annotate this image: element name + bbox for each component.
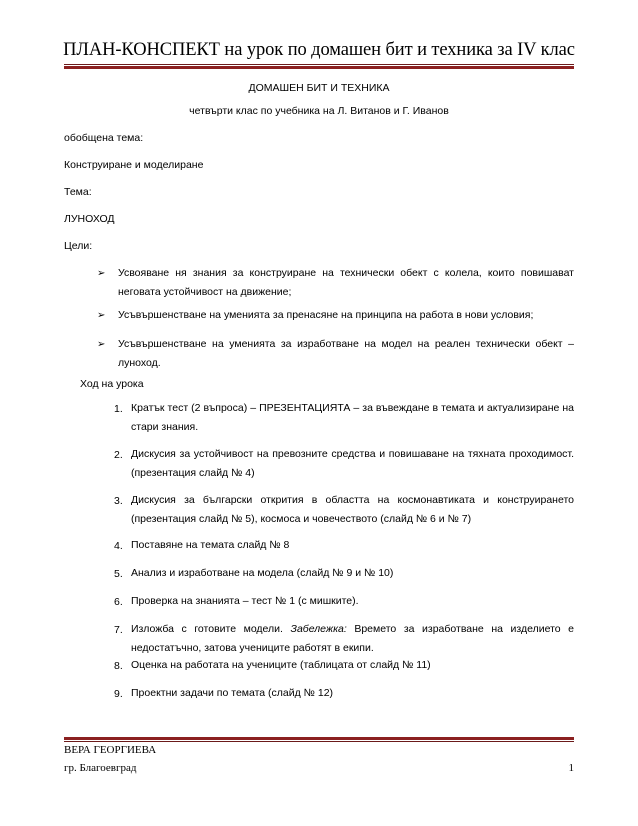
note-label: Забележка: [290, 623, 347, 635]
step-number: 7. [114, 624, 123, 636]
header-rule-thick [64, 66, 574, 69]
step-text-after: Времето за изработване на изделието е недостатъчно, затова учениците работят в екипи. [131, 623, 574, 654]
step-text: Дискусия за български открития в областта на космонавтиката и конструирането (презентация слайд № 5), космоса и човечеството (слайд № 6 и № 7) [131, 494, 574, 525]
goal-item: Усъвършенстване на уменията за изработване на модел на реален технически обект – луноход. [118, 338, 574, 369]
step-text: Поставяне на темата слайд № 8 [131, 539, 290, 551]
goal-item: Усвояване ня знания за конструиране на технически обект с колела, които повишават неговата устойчивост на движение; [118, 267, 574, 298]
page-number: 1 [568, 762, 574, 774]
general-topic-label: обобщена тема: [64, 132, 144, 144]
footer-author: ВЕРА ГЕОРГИЕВА [64, 744, 157, 756]
general-topic: Конструиране и моделиране [64, 159, 204, 171]
topic-label: Тема: [64, 186, 92, 198]
footer-rule-thick [64, 737, 574, 740]
step-text: Проектни задачи по темата (слайд № 12) [131, 687, 334, 699]
lesson-label: Ход на урока [80, 378, 144, 390]
header-title: ПЛАН-КОНСПЕКТ на урок по домашен бит и техника за IV клас [63, 40, 575, 60]
arrow-bullet-icon: ➢ [97, 310, 106, 321]
step-text-before: Изложба с готовите модели. [131, 623, 291, 635]
subject-heading: ДОМАШЕН БИТ И ТЕХНИКА [248, 82, 390, 94]
footer-city: гр. Благоевград [64, 762, 137, 774]
step-text: Проверка на знанията – тест № 1 (с мишките). [131, 595, 359, 607]
step-text: Кратък тест (2 въпроса) – ПРЕЗЕНТАЦИЯТА – за въвеждане в темата и актуализиране на стари знания. [131, 402, 574, 433]
step-number: 4. [114, 540, 123, 552]
step-number: 6. [114, 596, 123, 608]
topic: ЛУНОХОД [64, 213, 115, 225]
textbook-line: четвърти клас по учебника на Л. Витанов и Г. Иванов [189, 105, 449, 117]
step-number: 3. [114, 495, 123, 507]
step-number: 5. [114, 568, 123, 580]
header-rule-thin [64, 64, 574, 65]
step-number: 1. [114, 403, 123, 415]
arrow-bullet-icon: ➢ [97, 339, 106, 350]
step-number: 8. [114, 660, 123, 672]
step-number: 2. [114, 449, 123, 461]
step-text: Анализ и изработване на модела (слайд № 9 и № 10) [131, 567, 394, 579]
step-text: Дискусия за устойчивост на превозните средства и повишаване на тяхната проходимост. (презентация слайд № 4) [131, 448, 574, 479]
footer-rule-thin [64, 741, 574, 742]
arrow-bullet-icon: ➢ [97, 268, 106, 279]
step-text [131, 620, 574, 658]
step-number: 9. [114, 688, 123, 700]
step-text: Оценка на работата на учениците (таблицата от слайд № 11) [131, 659, 431, 671]
goal-item: Усъвършенстване на уменията за пренасяне на принципа на работа в нови условия; [118, 309, 534, 321]
goals-label: Цели: [64, 240, 93, 252]
